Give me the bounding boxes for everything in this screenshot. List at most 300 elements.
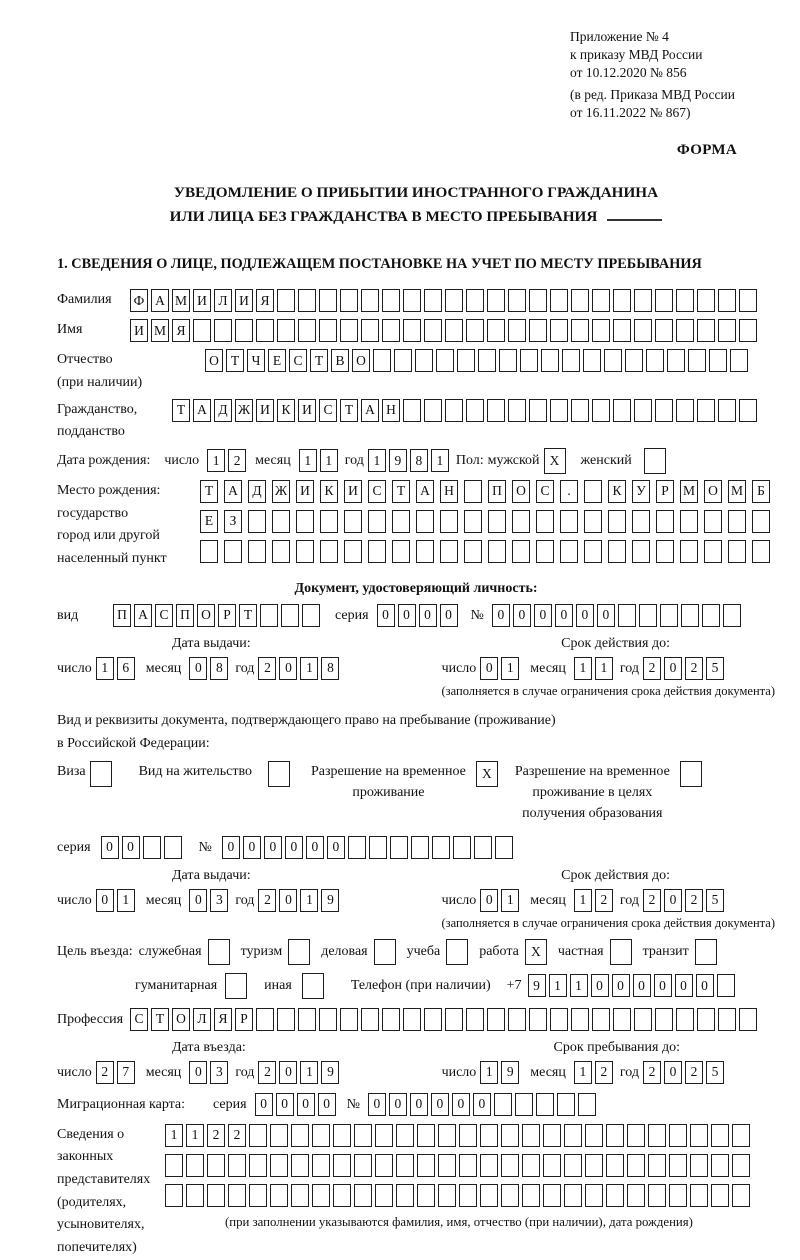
form-cell[interactable]: С <box>368 480 386 503</box>
form-cell[interactable]: 0 <box>122 836 140 859</box>
form-cell[interactable] <box>550 399 568 422</box>
patronymic-cells[interactable] <box>205 349 751 372</box>
form-cell[interactable] <box>543 1124 561 1147</box>
form-cell[interactable] <box>186 1184 204 1207</box>
form-cell[interactable]: 9 <box>389 449 407 472</box>
form-cell[interactable] <box>281 604 299 627</box>
form-cell[interactable]: 0 <box>534 604 552 627</box>
form-cell[interactable] <box>592 289 610 312</box>
form-cell[interactable] <box>416 510 434 533</box>
valid-year-cells[interactable] <box>643 657 727 680</box>
form-cell[interactable] <box>529 1008 547 1031</box>
form-cell[interactable] <box>522 1124 540 1147</box>
form-cell[interactable] <box>277 289 295 312</box>
stay-until-year-cells[interactable] <box>643 1061 727 1084</box>
form-cell[interactable] <box>390 836 408 859</box>
purpose-business-checkbox[interactable] <box>374 939 399 965</box>
form-cell[interactable]: 0 <box>513 604 531 627</box>
form-cell[interactable] <box>522 1154 540 1177</box>
form-cell[interactable] <box>541 349 559 372</box>
form-cell[interactable]: 0 <box>264 836 282 859</box>
form-cell[interactable]: Д <box>214 399 232 422</box>
form-cell[interactable] <box>697 1008 715 1031</box>
form-cell[interactable] <box>361 319 379 342</box>
form-cell[interactable]: 1 <box>501 889 519 912</box>
form-cell[interactable] <box>655 1008 673 1031</box>
form-cell[interactable] <box>512 510 530 533</box>
form-cell[interactable]: 2 <box>228 449 246 472</box>
form-cell[interactable] <box>403 319 421 342</box>
form-cell[interactable] <box>459 1124 477 1147</box>
form-cell[interactable] <box>728 540 746 563</box>
form-cell[interactable] <box>424 1008 442 1031</box>
form-cell[interactable]: М <box>728 480 746 503</box>
form-cell[interactable] <box>627 1124 645 1147</box>
form-cell[interactable]: 0 <box>243 836 261 859</box>
form-cell[interactable] <box>333 1124 351 1147</box>
form-cell[interactable]: П <box>488 480 506 503</box>
form-cell[interactable]: 0 <box>279 889 297 912</box>
form-cell[interactable] <box>543 1184 561 1207</box>
form-cell[interactable]: В <box>331 349 349 372</box>
form-cell[interactable]: 1 <box>165 1124 183 1147</box>
form-cell[interactable] <box>396 1124 414 1147</box>
form-cell[interactable] <box>480 1154 498 1177</box>
temp-residence-checkbox[interactable] <box>476 761 501 787</box>
form-cell[interactable] <box>634 399 652 422</box>
form-cell[interactable] <box>207 1184 225 1207</box>
form-cell[interactable] <box>494 1093 512 1116</box>
form-cell[interactable] <box>143 836 161 859</box>
form-cell[interactable]: 1 <box>549 974 567 997</box>
form-cell[interactable] <box>320 540 338 563</box>
form-cell[interactable] <box>488 510 506 533</box>
form-cell[interactable] <box>669 1124 687 1147</box>
form-cell[interactable]: 0 <box>480 657 498 680</box>
form-cell[interactable]: 0 <box>473 1093 491 1116</box>
profession-cells[interactable] <box>130 1008 760 1031</box>
form-cell[interactable]: Ф <box>130 289 148 312</box>
form-cell[interactable]: Ж <box>235 399 253 422</box>
form-cell[interactable] <box>681 604 699 627</box>
form-cell[interactable] <box>730 349 748 372</box>
form-cell[interactable]: 2 <box>258 657 276 680</box>
stay-issue-day-cells[interactable] <box>96 889 138 912</box>
doc-series-cells[interactable] <box>377 604 461 627</box>
form-cell[interactable] <box>529 289 547 312</box>
form-cell[interactable] <box>560 540 578 563</box>
form-cell[interactable] <box>711 1184 729 1207</box>
form-cell[interactable] <box>634 319 652 342</box>
form-cell[interactable]: Ж <box>272 480 290 503</box>
form-cell[interactable] <box>634 1008 652 1031</box>
form-cell[interactable]: 0 <box>654 974 672 997</box>
stay-valid-year-cells[interactable] <box>643 889 727 912</box>
form-cell[interactable] <box>344 540 362 563</box>
form-cell[interactable] <box>369 836 387 859</box>
form-cell[interactable]: 3 <box>210 1061 228 1084</box>
form-cell[interactable] <box>655 289 673 312</box>
form-cell[interactable] <box>446 939 468 965</box>
form-cell[interactable] <box>200 540 218 563</box>
form-cell[interactable] <box>584 480 602 503</box>
form-cell[interactable] <box>373 349 391 372</box>
form-cell[interactable]: 0 <box>664 1061 682 1084</box>
visa-checkbox[interactable] <box>90 761 115 787</box>
entry-year-cells[interactable] <box>258 1061 342 1084</box>
form-cell[interactable] <box>375 1184 393 1207</box>
form-cell[interactable] <box>348 836 366 859</box>
form-cell[interactable]: 2 <box>258 889 276 912</box>
form-cell[interactable] <box>656 510 674 533</box>
form-cell[interactable] <box>340 319 358 342</box>
form-cell[interactable] <box>584 510 602 533</box>
form-cell[interactable]: Н <box>440 480 458 503</box>
form-cell[interactable]: X <box>525 939 547 965</box>
form-cell[interactable] <box>680 510 698 533</box>
form-cell[interactable]: 0 <box>664 889 682 912</box>
form-cell[interactable]: Л <box>214 289 232 312</box>
form-cell[interactable] <box>702 604 720 627</box>
form-cell[interactable]: 0 <box>327 836 345 859</box>
form-cell[interactable] <box>695 939 717 965</box>
form-cell[interactable] <box>302 604 320 627</box>
form-cell[interactable] <box>499 349 517 372</box>
form-cell[interactable] <box>480 1184 498 1207</box>
form-cell[interactable]: 0 <box>612 974 630 997</box>
form-cell[interactable] <box>676 399 694 422</box>
doc-kind-cells[interactable] <box>113 604 323 627</box>
form-cell[interactable] <box>340 1008 358 1031</box>
form-cell[interactable] <box>436 349 454 372</box>
form-cell[interactable]: С <box>155 604 173 627</box>
form-cell[interactable] <box>375 1154 393 1177</box>
form-cell[interactable] <box>508 1008 526 1031</box>
residence-permit-checkbox[interactable] <box>268 761 293 787</box>
form-cell[interactable]: Ч <box>247 349 265 372</box>
form-cell[interactable] <box>676 289 694 312</box>
form-cell[interactable] <box>656 540 674 563</box>
form-cell[interactable] <box>464 480 482 503</box>
form-cell[interactable]: 1 <box>186 1124 204 1147</box>
birth-day-cells[interactable] <box>207 449 249 472</box>
form-cell[interactable] <box>610 939 632 965</box>
form-cell[interactable]: 0 <box>255 1093 273 1116</box>
form-cell[interactable] <box>312 1184 330 1207</box>
form-cell[interactable] <box>164 836 182 859</box>
form-cell[interactable]: К <box>320 480 338 503</box>
form-cell[interactable]: 1 <box>207 449 225 472</box>
form-cell[interactable]: Л <box>193 1008 211 1031</box>
birth-month-cells[interactable] <box>299 449 341 472</box>
form-cell[interactable]: Т <box>200 480 218 503</box>
form-cell[interactable] <box>375 1124 393 1147</box>
form-cell[interactable] <box>648 1154 666 1177</box>
form-cell[interactable]: 2 <box>595 889 613 912</box>
purpose-study-checkbox[interactable] <box>446 939 471 965</box>
form-cell[interactable] <box>354 1124 372 1147</box>
form-cell[interactable] <box>403 289 421 312</box>
form-cell[interactable]: У <box>632 480 650 503</box>
form-cell[interactable]: . <box>560 480 578 503</box>
migration-number-cells[interactable] <box>368 1093 599 1116</box>
form-cell[interactable]: Т <box>172 399 190 422</box>
form-cell[interactable]: 0 <box>398 604 416 627</box>
form-cell[interactable] <box>440 540 458 563</box>
form-cell[interactable] <box>508 399 526 422</box>
form-cell[interactable] <box>354 1154 372 1177</box>
birth-year-cells[interactable] <box>368 449 452 472</box>
form-cell[interactable]: 0 <box>96 889 114 912</box>
form-cell[interactable] <box>478 349 496 372</box>
form-cell[interactable]: 0 <box>431 1093 449 1116</box>
form-cell[interactable]: 1 <box>299 449 317 472</box>
form-cell[interactable] <box>256 1008 274 1031</box>
form-cell[interactable] <box>453 836 471 859</box>
form-cell[interactable]: 8 <box>210 657 228 680</box>
form-cell[interactable] <box>655 399 673 422</box>
form-cell[interactable]: И <box>193 289 211 312</box>
form-cell[interactable]: 1 <box>501 657 519 680</box>
surname-cells[interactable] <box>130 289 760 312</box>
phone-cells[interactable] <box>528 974 738 997</box>
stay-number-cells[interactable] <box>222 836 516 859</box>
form-cell[interactable] <box>697 289 715 312</box>
form-cell[interactable]: Я <box>214 1008 232 1031</box>
form-cell[interactable]: К <box>608 480 626 503</box>
form-cell[interactable] <box>248 540 266 563</box>
form-cell[interactable] <box>277 319 295 342</box>
form-cell[interactable] <box>488 540 506 563</box>
form-cell[interactable] <box>688 349 706 372</box>
form-cell[interactable] <box>501 1154 519 1177</box>
form-cell[interactable]: П <box>113 604 131 627</box>
form-cell[interactable] <box>739 399 757 422</box>
purpose-official-checkbox[interactable] <box>208 939 233 965</box>
form-cell[interactable] <box>312 1124 330 1147</box>
form-cell[interactable] <box>270 1184 288 1207</box>
form-cell[interactable] <box>676 1008 694 1031</box>
form-cell[interactable]: 2 <box>685 889 703 912</box>
form-cell[interactable] <box>571 289 589 312</box>
form-cell[interactable] <box>584 540 602 563</box>
form-cell[interactable] <box>718 399 736 422</box>
form-cell[interactable]: 1 <box>96 657 114 680</box>
form-cell[interactable] <box>438 1124 456 1147</box>
purpose-work-checkbox[interactable] <box>525 939 550 965</box>
form-cell[interactable] <box>480 1124 498 1147</box>
form-cell[interactable] <box>732 1154 750 1177</box>
form-cell[interactable]: П <box>176 604 194 627</box>
form-cell[interactable] <box>248 510 266 533</box>
form-cell[interactable] <box>298 1008 316 1031</box>
form-cell[interactable] <box>644 448 666 474</box>
form-cell[interactable] <box>520 349 538 372</box>
form-cell[interactable] <box>394 349 412 372</box>
stay-valid-month-cells[interactable] <box>574 889 616 912</box>
form-cell[interactable]: 1 <box>570 974 588 997</box>
form-cell[interactable] <box>235 319 253 342</box>
form-cell[interactable] <box>424 319 442 342</box>
form-cell[interactable]: 0 <box>222 836 240 859</box>
form-cell[interactable] <box>298 319 316 342</box>
form-cell[interactable] <box>669 1184 687 1207</box>
form-cell[interactable] <box>445 319 463 342</box>
form-cell[interactable] <box>585 1154 603 1177</box>
form-cell[interactable]: 0 <box>279 657 297 680</box>
form-cell[interactable] <box>214 319 232 342</box>
form-cell[interactable] <box>256 319 274 342</box>
form-cell[interactable] <box>571 399 589 422</box>
form-cell[interactable]: 2 <box>96 1061 114 1084</box>
form-cell[interactable]: 1 <box>320 449 338 472</box>
form-cell[interactable]: 2 <box>685 657 703 680</box>
form-cell[interactable]: С <box>319 399 337 422</box>
form-cell[interactable]: 1 <box>595 657 613 680</box>
issue-month-cells[interactable] <box>189 657 231 680</box>
form-cell[interactable]: 2 <box>228 1124 246 1147</box>
form-cell[interactable]: А <box>361 399 379 422</box>
form-cell[interactable] <box>224 540 242 563</box>
form-cell[interactable]: 5 <box>706 889 724 912</box>
birth-place-row1[interactable] <box>200 480 776 503</box>
birth-place-row2[interactable] <box>200 510 776 533</box>
form-cell[interactable] <box>291 1124 309 1147</box>
form-cell[interactable]: 0 <box>576 604 594 627</box>
representatives-row2[interactable] <box>165 1154 753 1177</box>
form-cell[interactable]: А <box>416 480 434 503</box>
form-cell[interactable] <box>613 319 631 342</box>
form-cell[interactable]: Б <box>752 480 770 503</box>
form-cell[interactable]: 0 <box>664 657 682 680</box>
form-cell[interactable] <box>432 836 450 859</box>
form-cell[interactable] <box>403 399 421 422</box>
form-cell[interactable] <box>396 1154 414 1177</box>
form-cell[interactable]: Т <box>310 349 328 372</box>
form-cell[interactable]: 1 <box>300 1061 318 1084</box>
form-cell[interactable]: 0 <box>101 836 119 859</box>
form-cell[interactable] <box>225 973 247 999</box>
form-cell[interactable] <box>711 1154 729 1177</box>
form-cell[interactable]: Е <box>200 510 218 533</box>
stay-valid-day-cells[interactable] <box>480 889 522 912</box>
form-cell[interactable] <box>459 1184 477 1207</box>
form-cell[interactable]: 0 <box>419 604 437 627</box>
form-cell[interactable]: 0 <box>452 1093 470 1116</box>
form-cell[interactable] <box>680 761 702 787</box>
form-cell[interactable] <box>690 1124 708 1147</box>
form-cell[interactable] <box>445 1008 463 1031</box>
form-cell[interactable] <box>529 319 547 342</box>
form-cell[interactable] <box>508 289 526 312</box>
form-cell[interactable] <box>564 1184 582 1207</box>
form-cell[interactable]: О <box>172 1008 190 1031</box>
form-cell[interactable]: И <box>235 289 253 312</box>
form-cell[interactable] <box>669 1154 687 1177</box>
form-cell[interactable] <box>440 510 458 533</box>
form-cell[interactable] <box>368 540 386 563</box>
form-cell[interactable] <box>438 1154 456 1177</box>
form-cell[interactable] <box>634 289 652 312</box>
form-cell[interactable] <box>296 540 314 563</box>
form-cell[interactable] <box>646 349 664 372</box>
form-cell[interactable]: И <box>256 399 274 422</box>
form-cell[interactable] <box>501 1124 519 1147</box>
form-cell[interactable] <box>632 540 650 563</box>
form-cell[interactable] <box>711 1124 729 1147</box>
form-cell[interactable]: М <box>172 289 190 312</box>
form-cell[interactable]: 1 <box>368 449 386 472</box>
form-cell[interactable] <box>382 1008 400 1031</box>
form-cell[interactable]: 0 <box>597 604 615 627</box>
sex-female-checkbox[interactable] <box>644 448 669 474</box>
form-cell[interactable] <box>416 540 434 563</box>
form-cell[interactable] <box>564 1124 582 1147</box>
purpose-tourism-checkbox[interactable] <box>288 939 313 965</box>
form-cell[interactable] <box>340 289 358 312</box>
form-cell[interactable] <box>417 1124 435 1147</box>
form-cell[interactable] <box>487 319 505 342</box>
form-cell[interactable] <box>585 1124 603 1147</box>
form-cell[interactable] <box>320 510 338 533</box>
form-cell[interactable] <box>529 399 547 422</box>
form-cell[interactable]: Р <box>235 1008 253 1031</box>
entry-day-cells[interactable] <box>96 1061 138 1084</box>
issue-year-cells[interactable] <box>258 657 342 680</box>
form-cell[interactable]: 1 <box>480 1061 498 1084</box>
form-cell[interactable] <box>417 1154 435 1177</box>
form-cell[interactable]: Я <box>256 289 274 312</box>
form-cell[interactable] <box>512 540 530 563</box>
form-cell[interactable] <box>739 1008 757 1031</box>
form-cell[interactable] <box>667 349 685 372</box>
form-cell[interactable]: Т <box>226 349 244 372</box>
purpose-other-checkbox[interactable] <box>302 973 327 999</box>
form-cell[interactable] <box>536 510 554 533</box>
form-cell[interactable] <box>333 1154 351 1177</box>
form-cell[interactable] <box>639 604 657 627</box>
form-cell[interactable] <box>298 289 316 312</box>
form-cell[interactable] <box>392 510 410 533</box>
form-cell[interactable] <box>403 1008 421 1031</box>
form-cell[interactable] <box>618 604 636 627</box>
form-cell[interactable] <box>613 399 631 422</box>
form-cell[interactable] <box>606 1184 624 1207</box>
form-cell[interactable] <box>249 1124 267 1147</box>
form-cell[interactable] <box>457 349 475 372</box>
form-cell[interactable] <box>660 604 678 627</box>
form-cell[interactable] <box>459 1154 477 1177</box>
form-cell[interactable] <box>424 289 442 312</box>
form-cell[interactable] <box>655 319 673 342</box>
form-cell[interactable]: И <box>298 399 316 422</box>
form-cell[interactable] <box>291 1184 309 1207</box>
form-cell[interactable] <box>249 1154 267 1177</box>
form-cell[interactable] <box>302 973 324 999</box>
form-cell[interactable]: 0 <box>306 836 324 859</box>
form-cell[interactable]: 3 <box>210 889 228 912</box>
form-cell[interactable] <box>464 540 482 563</box>
form-cell[interactable]: 0 <box>318 1093 336 1116</box>
form-cell[interactable]: 9 <box>321 889 339 912</box>
form-cell[interactable]: 2 <box>207 1124 225 1147</box>
doc-number-cells[interactable] <box>492 604 744 627</box>
form-cell[interactable] <box>392 540 410 563</box>
form-cell[interactable] <box>272 510 290 533</box>
form-cell[interactable] <box>648 1184 666 1207</box>
purpose-transit-checkbox[interactable] <box>695 939 720 965</box>
form-cell[interactable] <box>312 1154 330 1177</box>
